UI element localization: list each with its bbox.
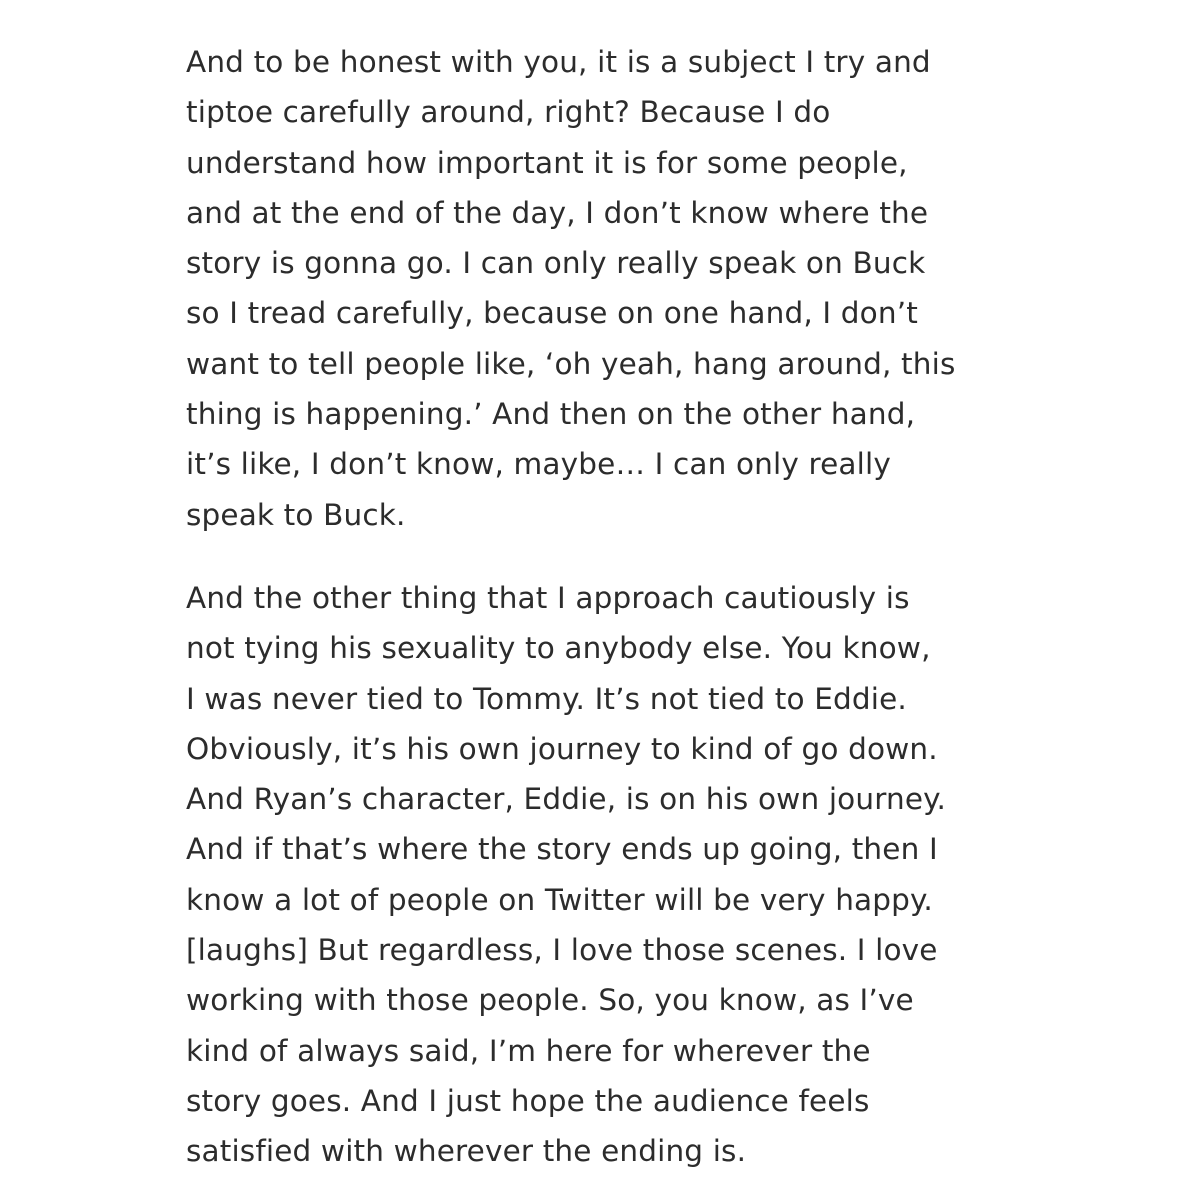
text-line: it’s like, I don’t know, maybe… I can only really	[186, 447, 891, 482]
text-line: [laughs] But regardless, I love those scenes. I love	[186, 933, 938, 968]
text-line: story goes. And I just hope the audience feels	[186, 1083, 870, 1118]
text-line: Obviously, it’s his own journey to kind of go down.	[186, 731, 938, 766]
text-line: know a lot of people on Twitter will be very happy.	[186, 882, 933, 917]
text-line: not tying his sexuality to anybody else. You know,	[186, 631, 931, 666]
paragraph-2	[186, 573, 1026, 1177]
text-line: I was never tied to Tommy. It’s not tied to Eddie.	[186, 681, 907, 716]
text-line: tiptoe carefully around, right? Because I do	[186, 95, 831, 130]
text-line: satisfied with wherever the ending is.	[186, 1134, 747, 1169]
text-line: and at the end of the day, I don’t know where the	[186, 195, 929, 230]
text-line: understand how important it is for some people,	[186, 145, 908, 180]
text-line: And to be honest with you, it is a subject I try and	[186, 45, 931, 79]
text-line: story is gonna go. I can only really speak on Buck	[186, 246, 926, 281]
text-line: kind of always said, I’m here for wherever the	[186, 1033, 871, 1068]
text-line: speak to Buck.	[186, 497, 406, 532]
text-line: And if that’s where the story ends up going, then I	[186, 832, 938, 867]
text-line: thing is happening.’ And then on the other hand,	[186, 397, 916, 432]
text-line: so I tread carefully, because on one hand, I don’t	[186, 296, 918, 331]
text-line: And the other thing that I approach cautiously is	[186, 580, 910, 615]
text-line: want to tell people like, ‘oh yeah, hang around, this	[186, 346, 956, 381]
text-line: And Ryan’s character, Eddie, is on his own journey.	[186, 782, 947, 817]
paragraph-1	[186, 37, 1026, 540]
article-text	[186, 37, 1026, 1177]
text-line: working with those people. So, you know, as I’ve	[186, 983, 914, 1018]
